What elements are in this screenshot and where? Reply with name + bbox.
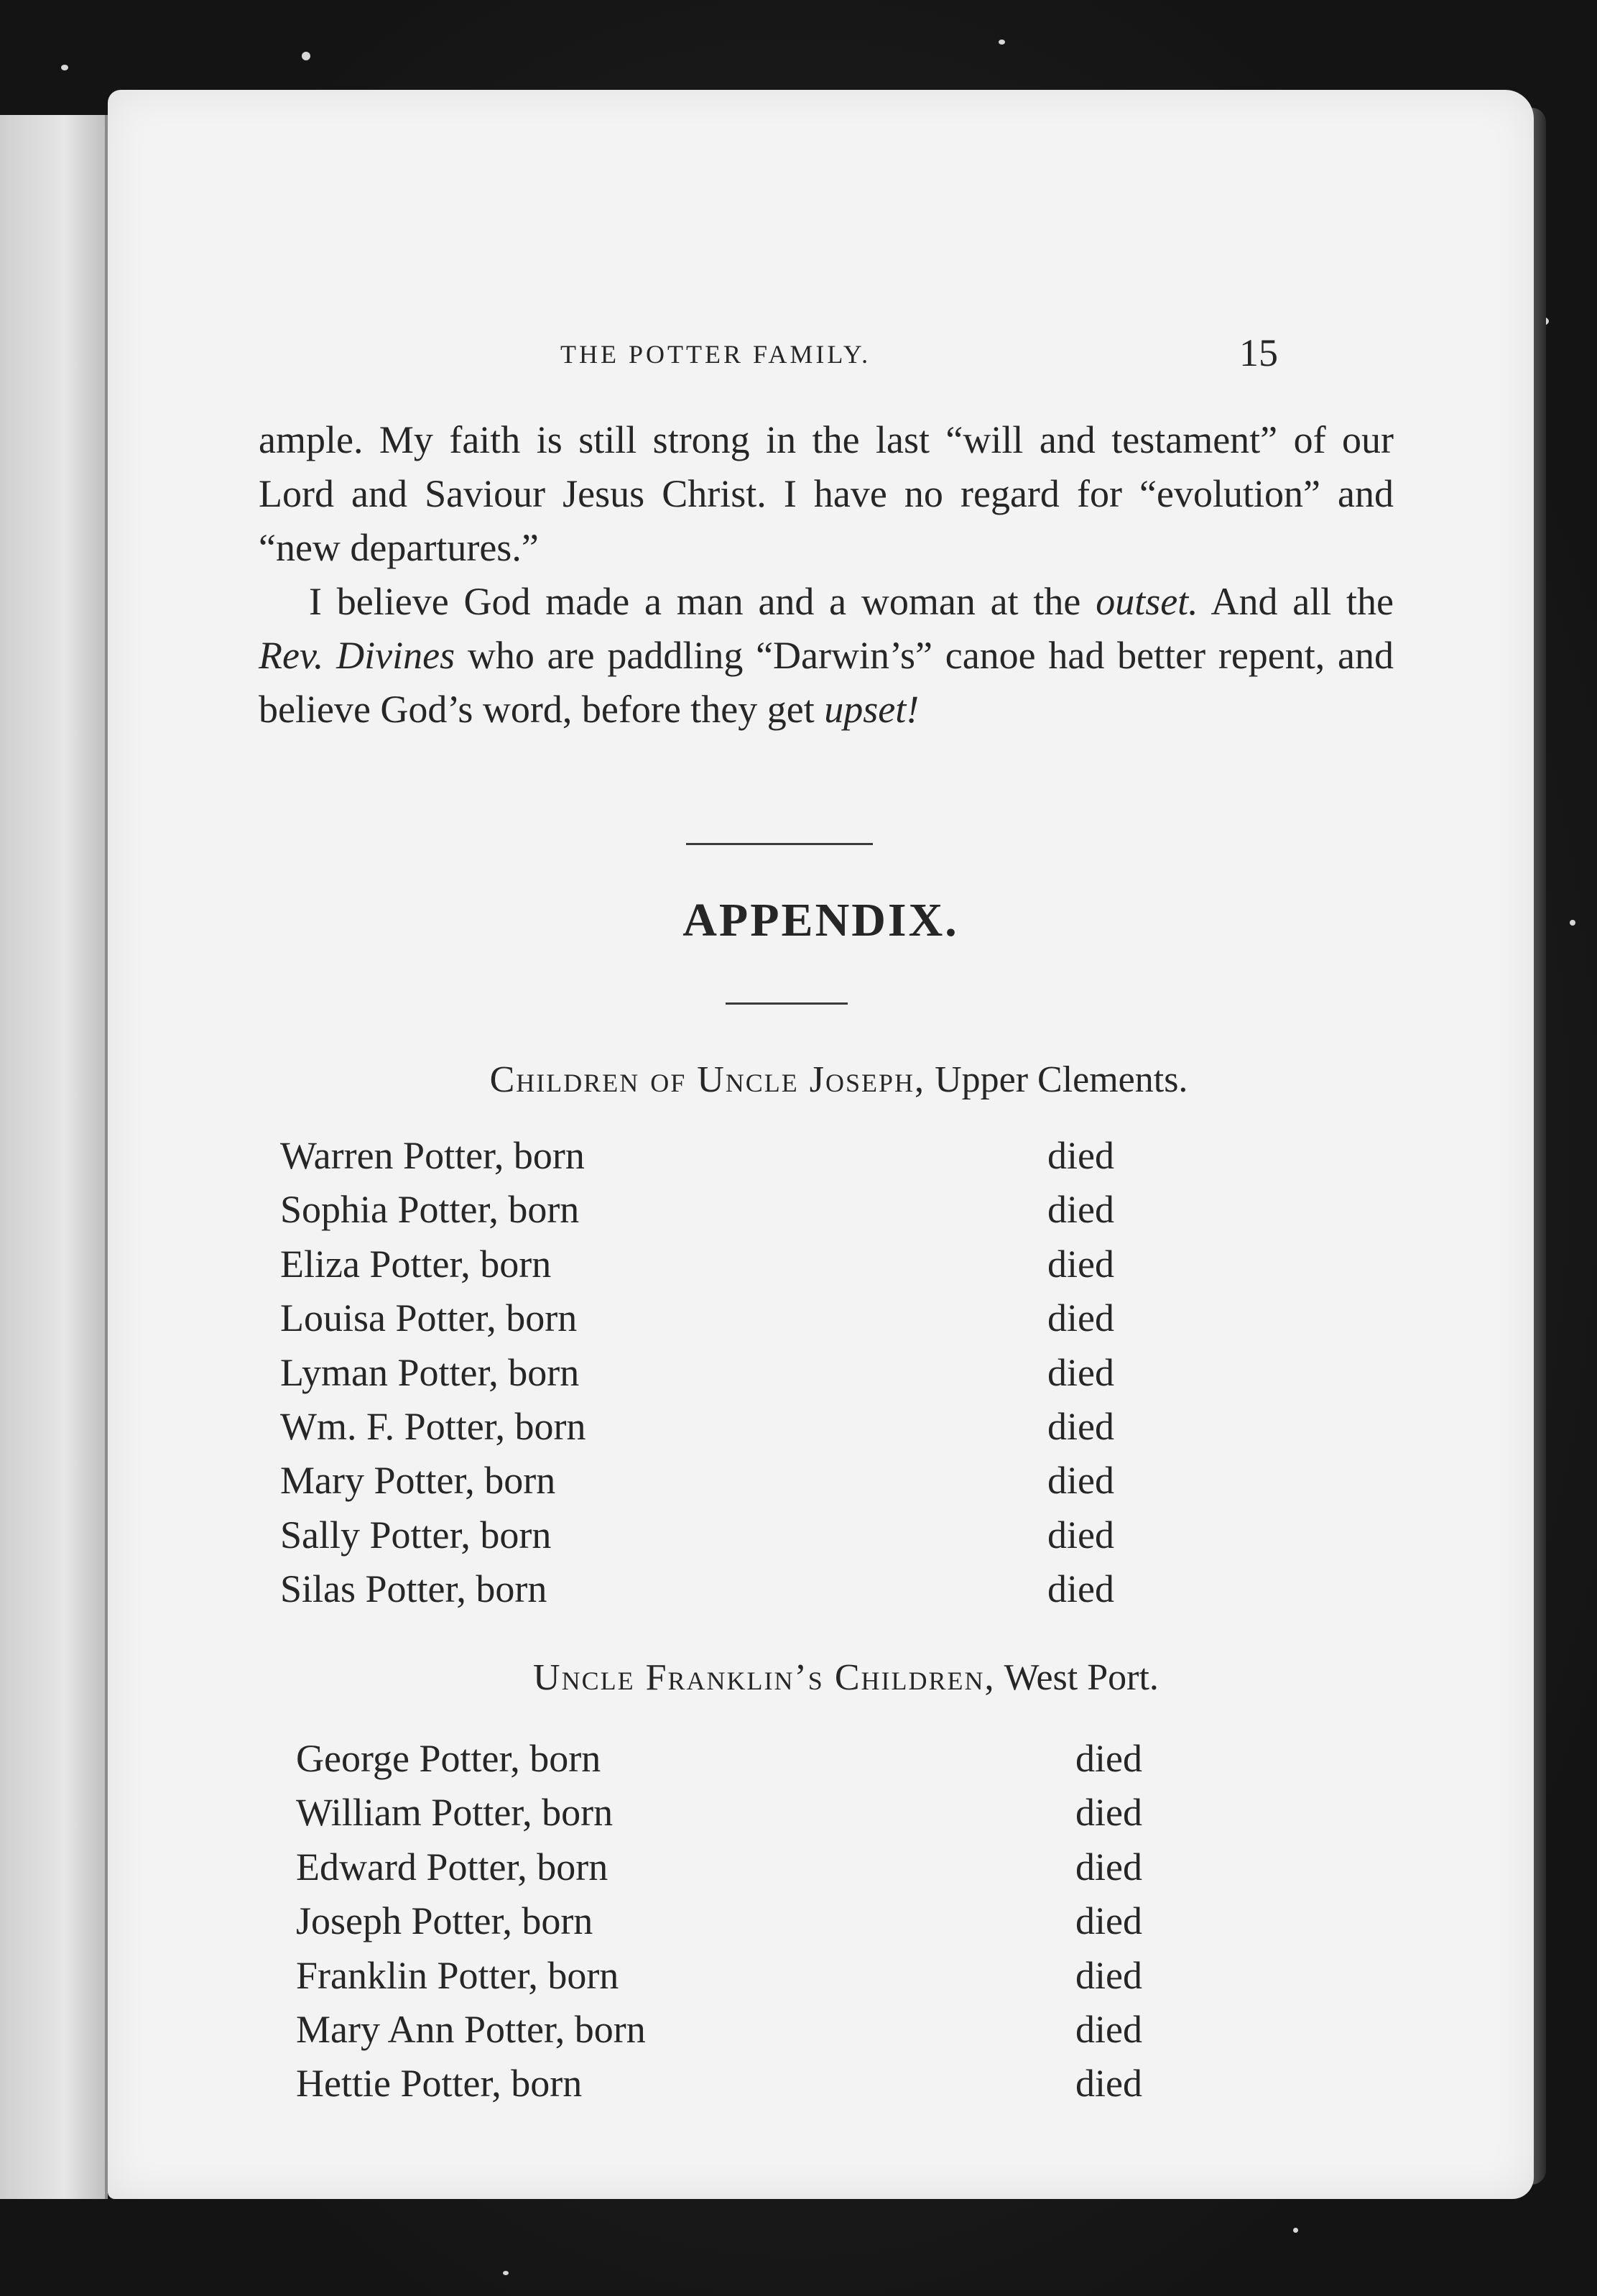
- list-item: [296, 2062, 1302, 2116]
- list-item: [280, 1134, 1286, 1188]
- running-title: THE POTTER FAMILY.: [560, 340, 871, 369]
- book-page: [108, 90, 1534, 2199]
- list-item: [296, 1791, 1302, 1845]
- dust-speck: [503, 2271, 509, 2275]
- child-name: Eliza Potter, born: [280, 1242, 552, 1286]
- child-name: Edward Potter, born: [296, 1845, 608, 1889]
- child-status: died: [1047, 1296, 1114, 1340]
- child-name: Mary Ann Potter, born: [296, 2007, 646, 2051]
- paragraph-2-part-3: who are paddling “Darwin’s” canoe had better repent, and believe God’s word, before they get: [259, 634, 1394, 731]
- child-name: Lyman Potter, born: [280, 1350, 580, 1394]
- list-item: [296, 2008, 1302, 2062]
- child-status: died: [1047, 1513, 1114, 1557]
- child-name: William Potter, born: [296, 1791, 614, 1835]
- body-text: [259, 413, 1394, 737]
- appendix-divider: [726, 1002, 848, 1005]
- child-status: died: [1075, 1737, 1142, 1780]
- child-name: Warren Potter, born: [280, 1134, 585, 1177]
- dust-speck: [999, 40, 1005, 45]
- child-status: died: [1075, 2007, 1142, 2051]
- uncle-franklin-children-list: [296, 1737, 1302, 2116]
- upset-word: upset!: [824, 688, 920, 731]
- child-name: George Potter, born: [296, 1737, 601, 1780]
- list-item: [280, 1567, 1286, 1621]
- dust-speck: [1293, 2228, 1298, 2233]
- page-number: 15: [1239, 331, 1278, 374]
- child-status: died: [1047, 1404, 1114, 1448]
- facing-page-edge: [0, 115, 108, 2199]
- section-heading-uncle-franklin: [133, 1656, 1559, 1699]
- paragraph-2-part-1: I believe God made a man and a woman at the: [309, 580, 1096, 623]
- paragraph-1: ample. My faith is still strong in the last “will and testament” of our Lord and Saviour Jesus Christ. I have no regard for “evolution” and “new departures.”: [259, 418, 1394, 569]
- section-heading-title: Uncle Franklin’s Children,: [533, 1657, 996, 1698]
- child-name: Mary Potter, born: [280, 1459, 556, 1503]
- uncle-joseph-children-list: [280, 1134, 1286, 1622]
- child-name: Sally Potter, born: [280, 1513, 552, 1557]
- list-item: [280, 1513, 1286, 1567]
- child-name: Joseph Potter, born: [296, 1899, 593, 1943]
- child-status: died: [1047, 1459, 1114, 1503]
- child-name: Franklin Potter, born: [296, 1953, 619, 1997]
- child-name: Louisa Potter, born: [280, 1296, 578, 1340]
- section-heading-place: Upper Clements.: [925, 1059, 1188, 1100]
- paragraph-2: [259, 575, 1394, 737]
- child-status: died: [1047, 1567, 1114, 1611]
- dust-speck: [61, 65, 68, 70]
- list-item: [280, 1459, 1286, 1513]
- list-item: [280, 1296, 1286, 1350]
- list-item: [296, 1899, 1302, 1953]
- child-status: died: [1047, 1350, 1114, 1394]
- child-status: died: [1075, 1791, 1142, 1835]
- outset-word: outset.: [1096, 580, 1198, 623]
- list-item: [296, 1954, 1302, 2008]
- dust-speck: [1570, 920, 1575, 926]
- section-heading-place: West Port.: [995, 1657, 1159, 1698]
- paragraph-2-part-2: And all the: [1198, 580, 1394, 623]
- section-heading-title: Children of Uncle Joseph,: [489, 1059, 926, 1100]
- list-item: [280, 1405, 1286, 1459]
- child-name: Hettie Potter, born: [296, 2062, 583, 2106]
- child-status: died: [1075, 1899, 1142, 1943]
- dust-speck: [302, 52, 310, 60]
- child-name: Silas Potter, born: [280, 1567, 547, 1611]
- list-item: [280, 1242, 1286, 1296]
- section-heading-uncle-joseph: [126, 1059, 1552, 1101]
- running-head: [108, 331, 1534, 374]
- child-name: Wm. F. Potter, born: [280, 1404, 586, 1448]
- child-status: died: [1047, 1188, 1114, 1232]
- list-item: [296, 1737, 1302, 1791]
- appendix-heading: APPENDIX.: [682, 894, 959, 946]
- list-item: [296, 1845, 1302, 1899]
- child-status: died: [1047, 1134, 1114, 1177]
- section-divider: [686, 843, 873, 845]
- list-item: [280, 1351, 1286, 1405]
- child-status: died: [1047, 1242, 1114, 1286]
- child-status: died: [1075, 1953, 1142, 1997]
- rev-divines: Rev. Divines: [259, 634, 455, 677]
- child-status: died: [1075, 2062, 1142, 2106]
- child-status: died: [1075, 1845, 1142, 1889]
- list-item: [280, 1188, 1286, 1242]
- child-name: Sophia Potter, born: [280, 1188, 580, 1232]
